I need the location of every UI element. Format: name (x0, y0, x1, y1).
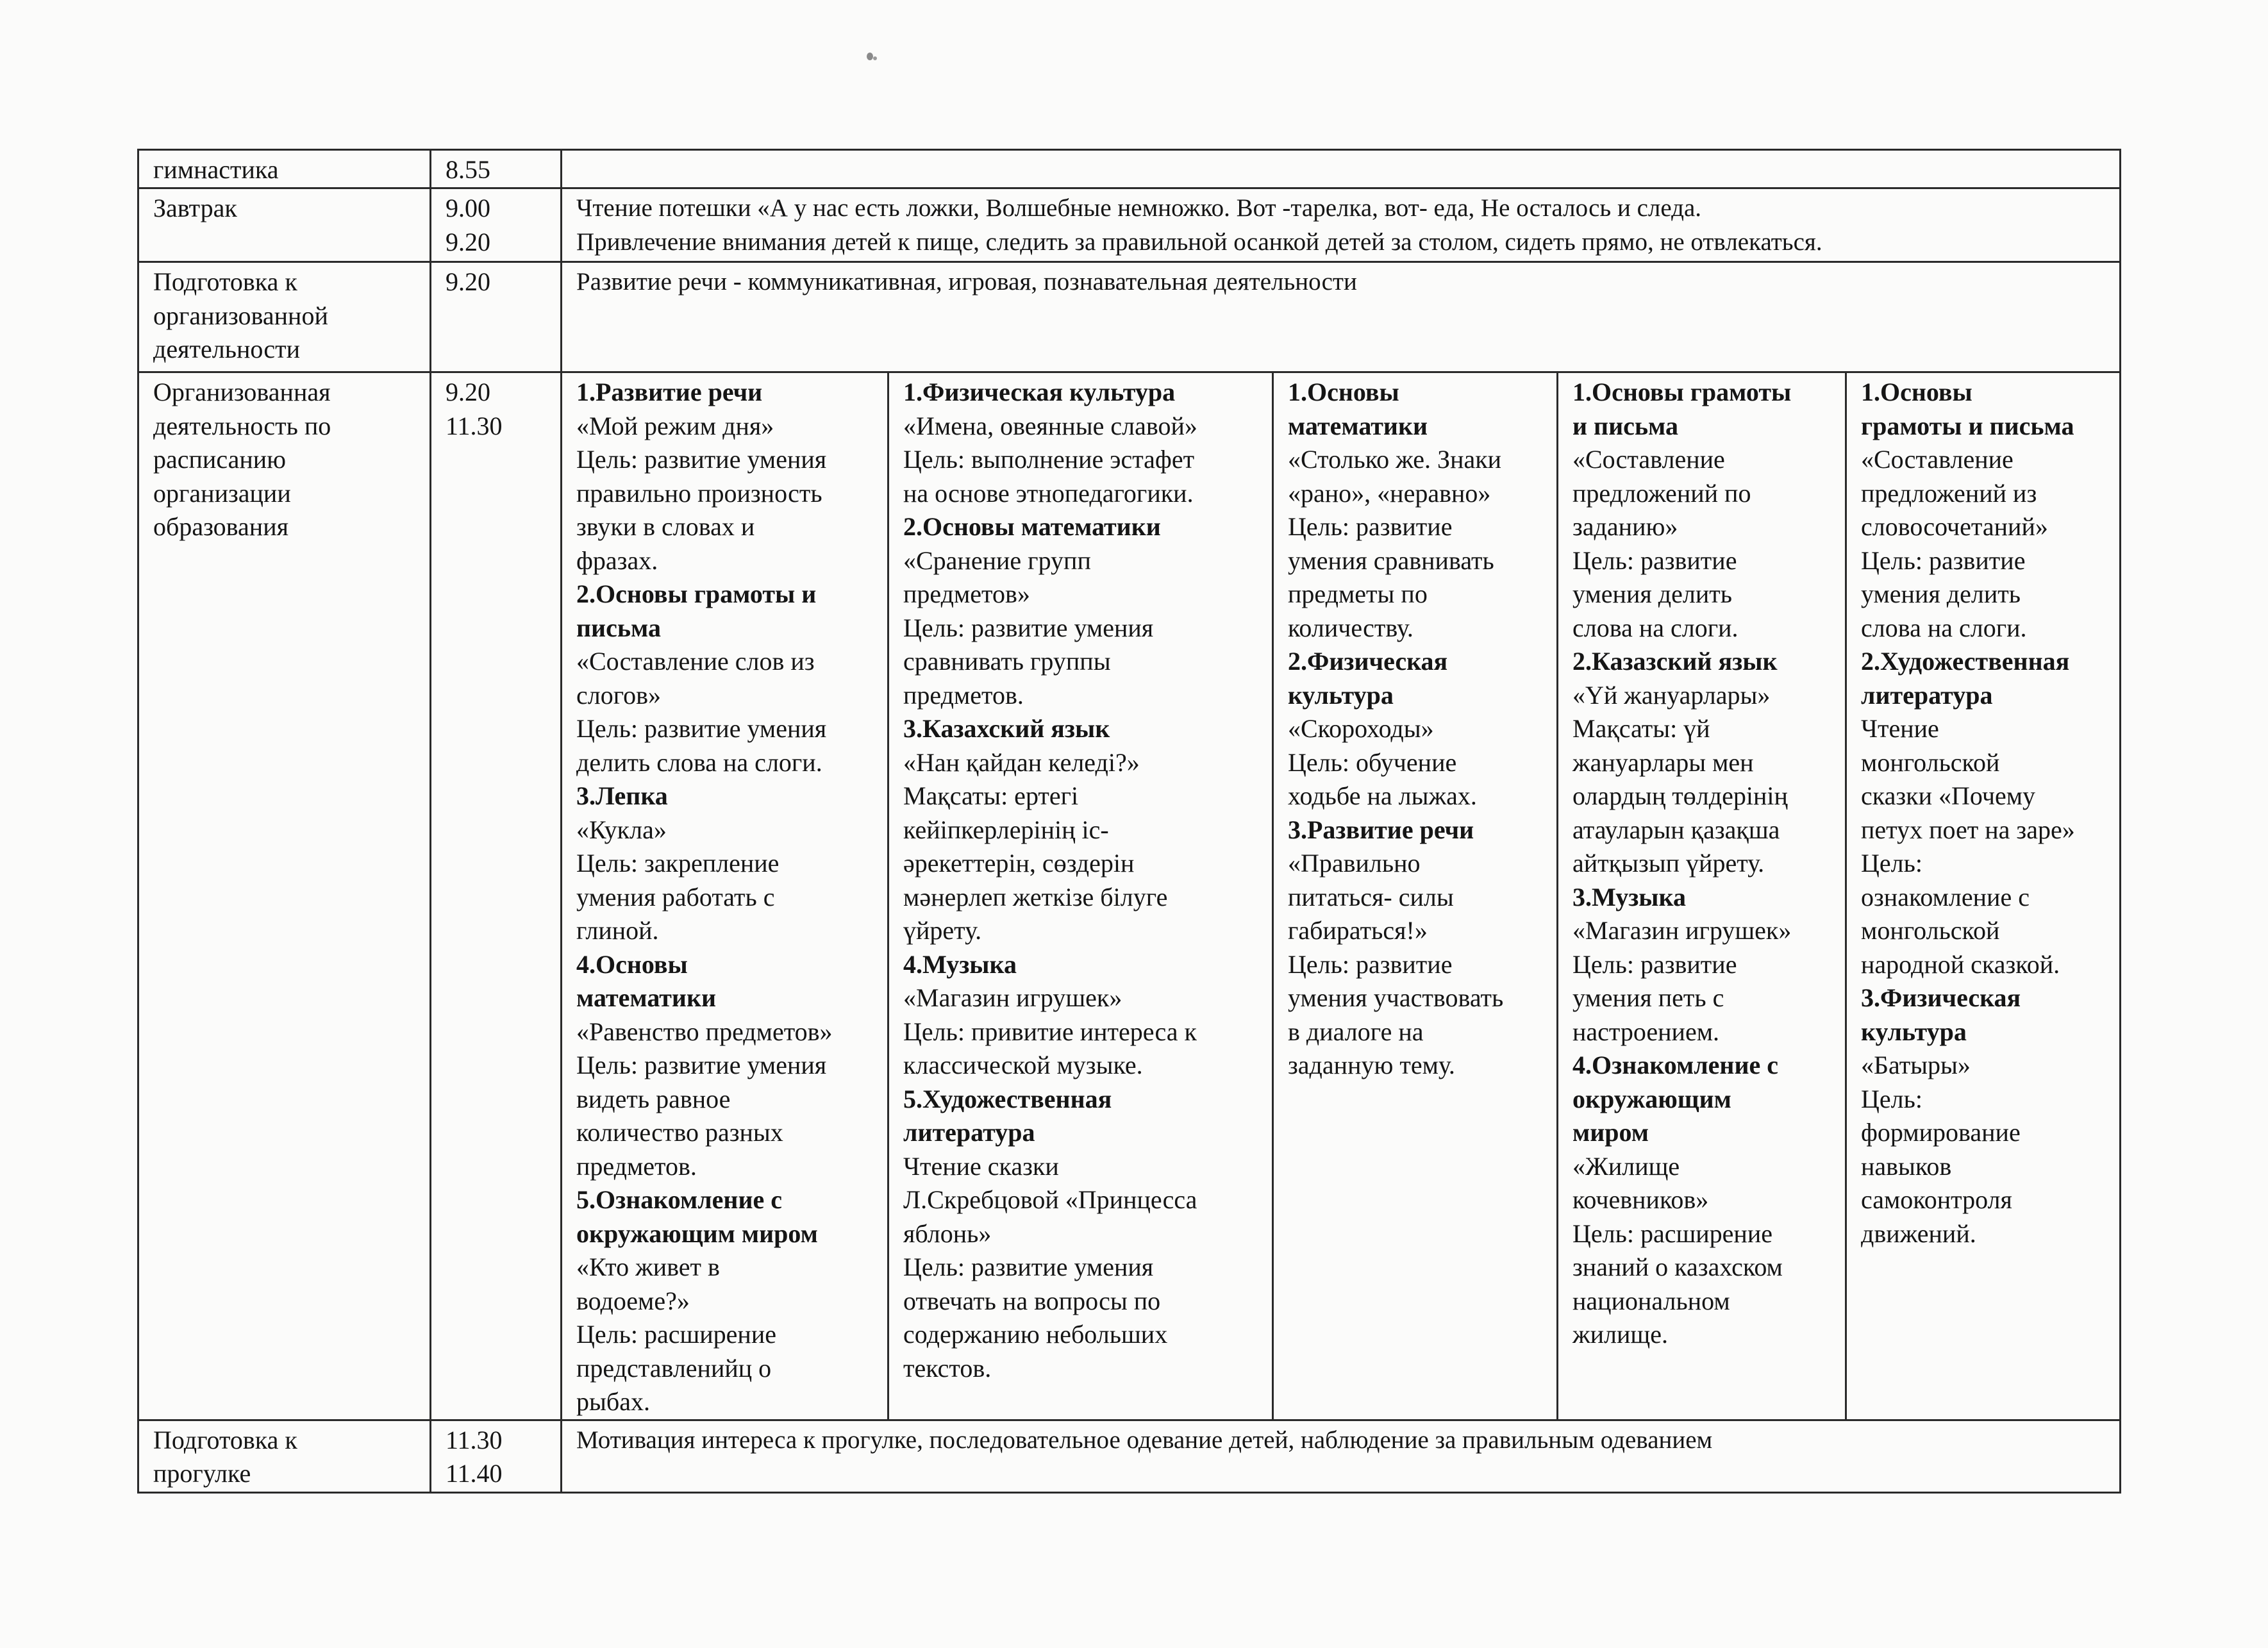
activity-heading: окружающим миром (576, 1219, 818, 1248)
activity-heading: культура (1288, 680, 1394, 710)
activity-line: ходьбе на лыжах. (1288, 781, 1477, 810)
day-cell-4 (1558, 372, 1846, 1420)
content-cell (562, 262, 2121, 372)
activity-heading: письма (576, 613, 661, 642)
activity-line: «Составление слов из (576, 647, 815, 676)
activity-line: народной сказкой. (1861, 949, 2060, 979)
label-line: образования (153, 512, 288, 541)
activity-line: классической музыке. (903, 1051, 1143, 1079)
activity-line: движений. (1861, 1219, 1976, 1248)
day-cell-5 (1846, 372, 2121, 1420)
activity-line: Цель: развитие (1288, 949, 1453, 979)
label-line: расписанию (153, 445, 287, 474)
activity-line: умения делить (1572, 579, 1732, 608)
activity-line: Цель: расширение (1572, 1219, 1772, 1248)
activity-line: «Магазин игрушек» (1572, 916, 1792, 945)
time-line: 11.40 (446, 1459, 503, 1488)
activity-line: предметов» (903, 579, 1030, 608)
activity-line: «Скороходы» (1288, 714, 1434, 743)
activity-line: слогов» (576, 680, 662, 710)
activity-line: Цель: развитие умения (903, 613, 1154, 642)
activity-line: Цель: развитие (1572, 545, 1737, 575)
activity-line: «Правильно (1288, 849, 1421, 878)
activity-line: жилище. (1572, 1320, 1668, 1349)
activity-heading: литература (1861, 680, 1993, 710)
activity-heading: 3.Физическая (1861, 983, 2021, 1012)
activity-line: Цель: развитие умения (576, 445, 827, 474)
activity-heading: 1.Развитие речи (576, 378, 763, 406)
activity-line: атауларын қазақша (1572, 815, 1780, 844)
day-cell-2 (888, 372, 1273, 1420)
content-line: Чтение потешки «А у нас есть ложки, Волшебные немножко. Вот -тарелка, вот- еда, Не осталось и следа. (576, 194, 1702, 222)
time-line: 9.20 (446, 227, 490, 256)
activity-heading: грамоты и письма (1861, 411, 2074, 440)
activity-heading: 1.Основы грамоты (1572, 378, 1792, 406)
activity-line: Цель: обучение (1288, 747, 1457, 777)
content-cell (562, 1420, 2121, 1492)
time-cell (431, 372, 562, 1420)
activity-line: кочевников» (1572, 1185, 1709, 1214)
activity-line: айтқызып үйрету. (1572, 849, 1765, 878)
activity-heading: 1.Основы (1861, 378, 1972, 406)
activity-line: жануарлары мен (1572, 747, 1754, 777)
activity-heading: математики (576, 983, 717, 1012)
activity-line: Цель: развитие умения (576, 1051, 827, 1079)
activity-line: мәнерлеп жеткізе білуге (903, 882, 1168, 911)
activity-line: словосочетаний» (1861, 512, 2048, 541)
activity-line: Чтение (1861, 714, 1939, 743)
activity-line: Цель: (1861, 849, 1922, 878)
activity-line: водоеме?» (576, 1286, 690, 1315)
activity-line: Цель: расширение (576, 1320, 776, 1349)
activity-line: умения работать с (576, 882, 775, 911)
row-label (138, 372, 431, 1420)
activity-line: представленийц о (576, 1353, 772, 1383)
activity-line: «Имена, овеянные славой» (903, 411, 1197, 440)
activity-line: содержанию небольших (903, 1320, 1168, 1349)
activity-line: навыков (1861, 1151, 1952, 1181)
time-cell (431, 150, 562, 188)
activity-line: «Кто живет в (576, 1253, 720, 1281)
content-cell (562, 150, 2121, 188)
activity-line: Цель: закрепление (576, 849, 780, 878)
activity-line: предметов. (576, 1151, 697, 1181)
label-line: организации (153, 478, 291, 508)
activity-heading: 3.Лепка (576, 781, 668, 810)
activity-heading: культура (1861, 1017, 1967, 1046)
activity-line: ознакомление с (1861, 882, 2030, 911)
activity-line: умения петь с (1572, 983, 1724, 1012)
activity-line: Цель: развитие (1861, 545, 2026, 575)
row-label (138, 262, 431, 372)
activity-line: делить слова на слоги. (576, 747, 822, 777)
activity-line: формирование (1861, 1118, 2021, 1147)
activity-heading: 2.Основы математики (903, 512, 1161, 541)
activity-line: национальном (1572, 1286, 1730, 1315)
activity-line: Цель: развитие умения (903, 1253, 1154, 1281)
time-line: 9.20 (446, 378, 490, 406)
activity-line: Чтение сказки (903, 1151, 1059, 1181)
row-breakfast (138, 188, 2121, 262)
activity-line: отвечать на вопросы по (903, 1286, 1161, 1315)
activity-line: питаться- силы (1288, 882, 1454, 911)
activity-heading: 3.Развитие речи (1288, 815, 1474, 844)
scan-speck (867, 53, 873, 60)
activity-line: яблонь» (903, 1219, 992, 1248)
activity-line: «Мой режим дня» (576, 411, 774, 440)
activity-line: габираться!» (1288, 916, 1428, 945)
activity-line: үйрету. (903, 916, 982, 945)
activity-line: «Нан қайдан келеді?» (903, 747, 1140, 777)
activity-line: «Жилище (1572, 1151, 1680, 1181)
activity-line: звуки в словах и (576, 512, 755, 541)
activity-line: Цель: развитие умения (576, 714, 827, 743)
activity-heading: 3.Казахский язык (903, 714, 1110, 743)
activity-line: «Столько же. Знаки (1288, 445, 1502, 474)
activity-line: заданию» (1572, 512, 1678, 541)
time-cell (431, 262, 562, 372)
activity-heading: 1.Физическая культура (903, 378, 1176, 406)
day-cell-3 (1273, 372, 1558, 1420)
activity-line: «Равенство предметов» (576, 1017, 833, 1046)
content-cell (562, 188, 2121, 262)
activity-heading: окружающим (1572, 1084, 1731, 1113)
label-line: Завтрак (153, 194, 237, 222)
activity-line: количество разных (576, 1118, 783, 1147)
activity-line: сравнивать группы (903, 647, 1111, 676)
activity-line: кейіпкерлерінің іс- (903, 815, 1109, 844)
row-label (138, 1420, 431, 1492)
time-line: 11.30 (446, 1425, 503, 1454)
row-label (138, 188, 431, 262)
content-line: Привлечение внимания детей к пище, следить за правильной осанкой детей за столом, сидеть прямо, не отвлекаться. (576, 228, 1822, 256)
time-line: 9.20 (446, 267, 490, 296)
activity-heading: 2.Казазский язык (1572, 647, 1778, 676)
row-preparation (138, 262, 2121, 372)
activity-line: олардың төлдерінің (1572, 781, 1788, 810)
label-line: деятельность по (153, 411, 331, 440)
activity-line: умения участвовать (1288, 983, 1504, 1012)
label-line: Подготовка к (153, 1425, 297, 1454)
day-cell-1 (562, 372, 888, 1420)
time-cell (431, 1420, 562, 1492)
activity-heading: литература (903, 1118, 1035, 1147)
activity-heading: 2.Физическая (1288, 647, 1448, 676)
activity-line: «Магазин игрушек» (903, 983, 1122, 1012)
activity-line: Цель: (1861, 1084, 1922, 1113)
activity-line: Л.Скребцовой «Принцесса (903, 1185, 1197, 1214)
scan-speck (873, 56, 877, 60)
row-walk-preparation (138, 1420, 2121, 1492)
activity-line: «Үй жануарлары» (1572, 680, 1771, 710)
label-line: гимнастика (153, 155, 279, 184)
activity-line: монгольской (1861, 747, 2000, 777)
activity-line: знаний о казахском (1572, 1253, 1783, 1281)
label-line: прогулке (153, 1459, 251, 1488)
activity-line: «Составление (1861, 445, 2014, 474)
activity-line: умения делить (1861, 579, 2021, 608)
row-label (138, 150, 431, 188)
activity-heading: математики (1288, 411, 1428, 440)
activity-line: глиной. (576, 916, 659, 945)
activity-line: правильно произность (576, 478, 822, 508)
label-line: Организованная (153, 378, 331, 406)
activity-line: текстов. (903, 1353, 992, 1383)
time-cell (431, 188, 562, 262)
activity-line: видеть равное (576, 1084, 731, 1113)
time-line: 8.55 (446, 155, 490, 184)
activity-line: Мақсаты: ертегі (903, 781, 1079, 810)
activity-line: слова на слоги. (1572, 613, 1739, 642)
activity-heading: миром (1572, 1118, 1649, 1147)
row-organized-activity (138, 372, 2121, 1420)
activity-line: количеству. (1288, 613, 1413, 642)
activity-line: предложений из (1861, 478, 2037, 508)
label-line: Подготовка к (153, 267, 297, 296)
activity-line: «рано», «неравно» (1288, 478, 1491, 508)
activity-line: Мақсаты: үй (1572, 714, 1710, 743)
activity-line: «Кукла» (576, 815, 667, 844)
activity-line: Цель: развитие (1288, 512, 1453, 541)
activity-heading: 3.Музыка (1572, 882, 1686, 911)
activity-line: предметы по (1288, 579, 1428, 608)
label-line: деятельности (153, 335, 300, 363)
activity-line: настроением. (1572, 1017, 1720, 1046)
activity-heading: 2.Художественная (1861, 647, 2070, 676)
activity-line: «Составление (1572, 445, 1725, 474)
activity-heading: 5.Ознакомление с (576, 1185, 783, 1214)
activity-line: фразах. (576, 545, 658, 575)
activity-line: Цель: выполнение эстафет (903, 445, 1195, 474)
activity-line: слова на слоги. (1861, 613, 2027, 642)
time-line: 11.30 (446, 411, 503, 440)
activity-line: самоконтроля (1861, 1185, 2012, 1214)
activity-line: петух поет на заре» (1861, 815, 2075, 844)
activity-line: «Сранение групп (903, 545, 1091, 575)
activity-line: Цель: развитие (1572, 949, 1737, 979)
activity-heading: и письма (1572, 411, 1679, 440)
time-line: 9.00 (446, 194, 490, 222)
activity-line: заданную тему. (1288, 1051, 1455, 1079)
content-line: Развитие речи - коммуникативная, игровая, познавательная деятельности (576, 268, 1357, 295)
activity-heading: 5.Художественная (903, 1084, 1112, 1113)
activity-line: әрекеттерін, сөздерін (903, 849, 1135, 878)
activity-heading: 2.Основы грамоты и (576, 579, 817, 608)
activity-line: предложений по (1572, 478, 1751, 508)
activity-line: на основе этнопедагогики. (903, 478, 1194, 508)
activity-line: предметов. (903, 680, 1024, 710)
content-line: Мотивация интереса к прогулке, последовательное одевание детей, наблюдение за правильным одеванием (576, 1426, 1713, 1454)
activity-line: Цель: привитие интереса к (903, 1017, 1197, 1046)
activity-line: сказки «Почему (1861, 781, 2036, 810)
row-gymnastics (138, 150, 2121, 188)
activity-heading: 4.Музыка (903, 949, 1017, 979)
activity-line: в диалоге на (1288, 1017, 1424, 1046)
activity-heading: 4.Ознакомление с (1572, 1051, 1779, 1079)
activity-heading: 1.Основы (1288, 378, 1399, 406)
activity-line: монгольской (1861, 916, 2000, 945)
activity-line: умения сравнивать (1288, 545, 1494, 575)
label-line: организованной (153, 301, 328, 330)
activity-line: рыбах. (576, 1387, 650, 1416)
activity-line: «Батыры» (1861, 1051, 1971, 1079)
schedule-table (137, 149, 2121, 1494)
activity-heading: 4.Основы (576, 949, 688, 979)
